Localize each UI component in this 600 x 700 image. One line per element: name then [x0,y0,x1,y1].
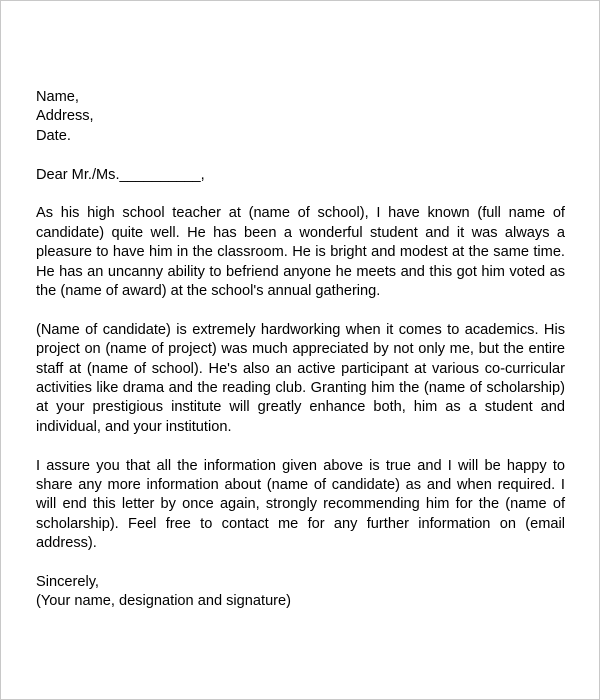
spacer [36,185,565,204]
signature-placeholder: (Your name, designation and signature) [36,593,292,610]
sender-name: Name, [36,89,79,105]
paragraph-achievements: (Name of candidate) is extremely hardworking when it comes to academics. His project on (name of project) was much appreciated by not only me, but the entire staff at (name of school). He's also an active participant at various co-curricular activities like drama and the reading club. Granting him the (name of scholarship) at your prestigious institute will greatly enhance both, him as a student and individual, and your institution. [36,321,565,435]
sender-address: Address, [36,108,94,125]
letter-body [36,88,565,612]
paragraph-introduction: As his high school teacher at (name of school), I have known (full name of candidate) quite well. He has been a wonderful student and it was always a pleasure to have him in the classroom. He is bright and modest at the same time. He has an uncanny ability to befriend anyone he meets and this got him voted as the (name of award) at the school's annual gathering. [36,205,565,300]
spacer [36,554,565,573]
spacer [36,437,565,456]
paragraph-recommendation: I assure you that all the information given above is true and I will be happy to share any more information about (name of candidate) as and when required. I will end this letter by once again, strongly recommending him for the (name of scholarship). Feel free to contact me for any further information on (email address). [36,457,565,552]
spacer [36,146,565,165]
spacer [36,301,565,320]
salutation: Dear Mr./Ms.__________, [36,166,205,183]
valediction: Sincerely, [36,574,99,591]
closing-block [36,573,565,612]
letter-date: Date. [36,127,71,144]
address-block [36,88,565,146]
